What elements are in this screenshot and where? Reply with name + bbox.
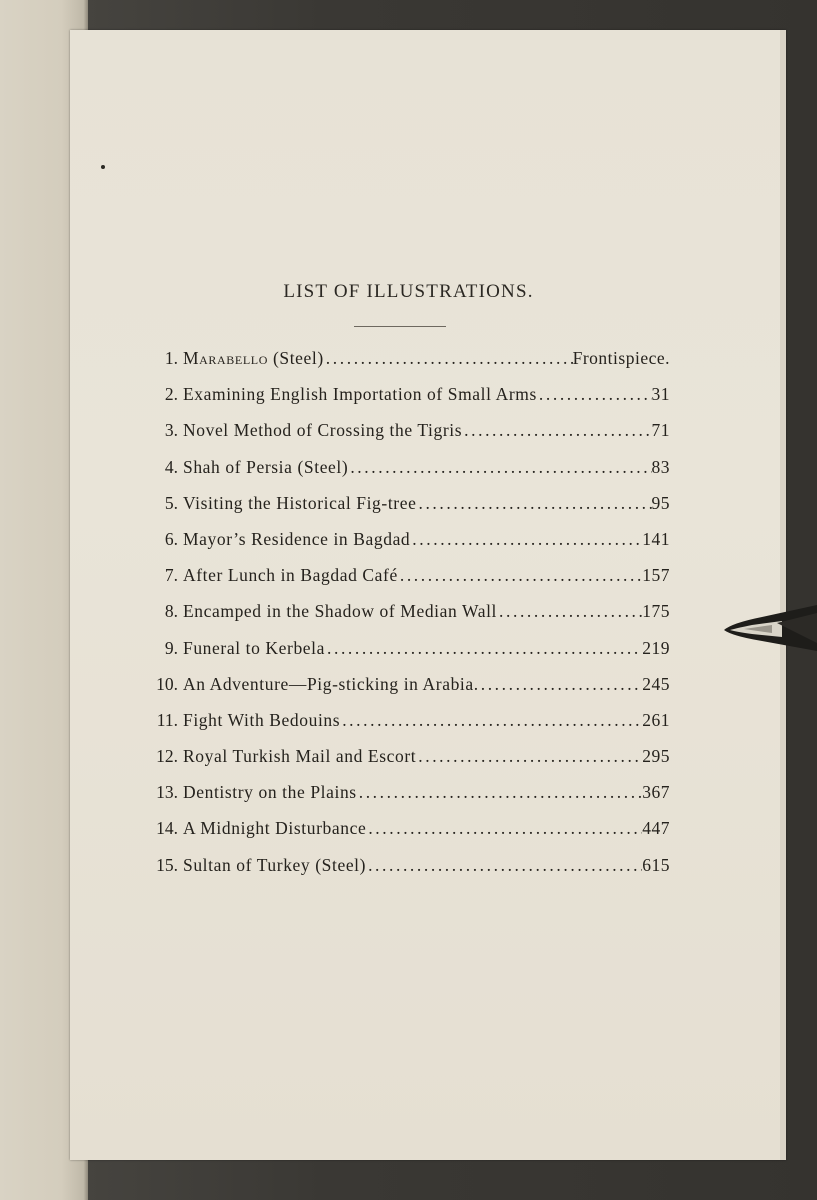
- illustration-list: [140, 348, 670, 891]
- entry-title: [183, 710, 340, 731]
- entry-title-text: Fight With Bedouins: [183, 709, 341, 730]
- entry-title-text: After Lunch in Bagdad Café: [183, 565, 398, 586]
- illustration-entry: [140, 782, 670, 818]
- illustration-entry: [140, 601, 670, 637]
- entry-title: [183, 601, 497, 622]
- entry-title-text: Shah of Persia (Steel): [183, 456, 349, 477]
- illustration-entry: [140, 674, 670, 710]
- entry-page-number: Frontispiece.: [572, 348, 670, 368]
- dot-leader: [325, 638, 642, 659]
- entry-title: [183, 855, 366, 876]
- page-title: LIST OF ILLUSTRATIONS.: [283, 281, 534, 302]
- entry-number: 13.: [156, 782, 178, 803]
- entry-number: 9.: [164, 637, 178, 658]
- entry-title-text: Encamped in the Shadow of Median Wall: [183, 601, 498, 622]
- entry-title: [183, 420, 462, 441]
- illustration-entry: [140, 420, 670, 456]
- entry-number: 3.: [164, 420, 178, 441]
- ink-speck: [101, 165, 105, 169]
- entry-number: 15.: [156, 854, 178, 875]
- entry-title: [183, 565, 398, 586]
- dot-leader: [357, 782, 643, 803]
- entry-page-number: 295: [642, 746, 670, 767]
- dot-leader: [537, 384, 652, 405]
- entry-title: [183, 384, 537, 405]
- entry-number: 4.: [164, 456, 178, 477]
- entry-title: [183, 818, 366, 839]
- title-rule: [354, 326, 446, 327]
- entry-number: 7.: [164, 565, 178, 586]
- entry-page-number: 615: [642, 854, 670, 875]
- dot-leader: [497, 601, 642, 622]
- dot-leader: [479, 674, 643, 695]
- entry-title-smallcaps: Marabello: [183, 348, 268, 368]
- entry-page-number: 31: [651, 384, 670, 405]
- dot-leader: [462, 420, 651, 441]
- entry-page-number: 447: [642, 818, 670, 839]
- pen-pointer-icon: [722, 603, 817, 653]
- illustration-entry: [140, 710, 670, 746]
- dot-leader: [324, 348, 573, 369]
- entry-title: [183, 493, 416, 514]
- entry-number: 6.: [164, 528, 178, 549]
- entry-title: [183, 674, 479, 695]
- entry-title-text: Visiting the Historical Fig-tree: [183, 492, 417, 513]
- entry-title-text: Dentistry on the Plains: [183, 782, 357, 803]
- entry-number: 14.: [156, 818, 178, 839]
- entry-title: [183, 782, 357, 803]
- dot-leader: [348, 457, 651, 478]
- entry-page-number: 157: [642, 565, 670, 586]
- illustration-entry: [140, 565, 670, 601]
- entry-title: [183, 746, 416, 767]
- entry-page-number: 71: [651, 420, 670, 441]
- entry-page-number: 261: [642, 709, 670, 730]
- entry-number: 11.: [156, 709, 178, 730]
- illustration-entry: [140, 457, 670, 493]
- entry-page-number: 367: [642, 782, 670, 803]
- entry-title-text: Examining English Importation of Small Arms: [183, 384, 537, 405]
- dot-leader: [416, 493, 651, 514]
- entry-title: [183, 638, 325, 659]
- entry-page-number: 175: [642, 601, 670, 622]
- dot-leader: [416, 746, 642, 767]
- illustration-entry: [140, 493, 670, 529]
- entry-number: 1.: [164, 348, 178, 368]
- entry-title: [183, 529, 410, 550]
- dot-leader: [340, 710, 642, 731]
- illustration-entry: [140, 855, 670, 891]
- illustration-entry: [140, 384, 670, 420]
- entry-title-text: An Adventure—Pig-sticking in Arabia.: [183, 673, 479, 694]
- entry-title-text: Royal Turkish Mail and Escort: [183, 746, 417, 767]
- entry-title: [183, 348, 324, 369]
- entry-title-text: Sultan of Turkey (Steel): [183, 854, 367, 875]
- entry-page-number: 95: [651, 492, 670, 513]
- entry-page-number: 83: [651, 456, 670, 477]
- entry-number: 5.: [164, 492, 178, 513]
- entry-page-number: 219: [642, 637, 670, 658]
- illustration-entry: [140, 818, 670, 854]
- dot-leader: [366, 818, 642, 839]
- entry-title-text: A Midnight Disturbance: [183, 818, 367, 839]
- entry-number: 10.: [156, 673, 178, 694]
- illustration-entry: [140, 638, 670, 674]
- entry-number: 8.: [164, 601, 178, 622]
- dot-leader: [366, 855, 642, 876]
- entry-page-number: 141: [642, 528, 670, 549]
- dot-leader: [410, 529, 642, 550]
- entry-title: [183, 457, 348, 478]
- dot-leader: [398, 565, 642, 586]
- entry-title-text: Mayor’s Residence in Bagdad: [183, 528, 411, 549]
- illustration-entry: [140, 746, 670, 782]
- entry-title-text: Funeral to Kerbela: [183, 637, 325, 658]
- entry-number: 2.: [164, 384, 178, 405]
- entry-page-number: 245: [642, 673, 670, 694]
- illustration-entry: [140, 348, 670, 384]
- entry-title-text: Novel Method of Crossing the Tigris: [183, 420, 463, 441]
- entry-number: 12.: [156, 746, 178, 767]
- illustration-entry: [140, 529, 670, 565]
- entry-title-text: (Steel): [267, 348, 324, 368]
